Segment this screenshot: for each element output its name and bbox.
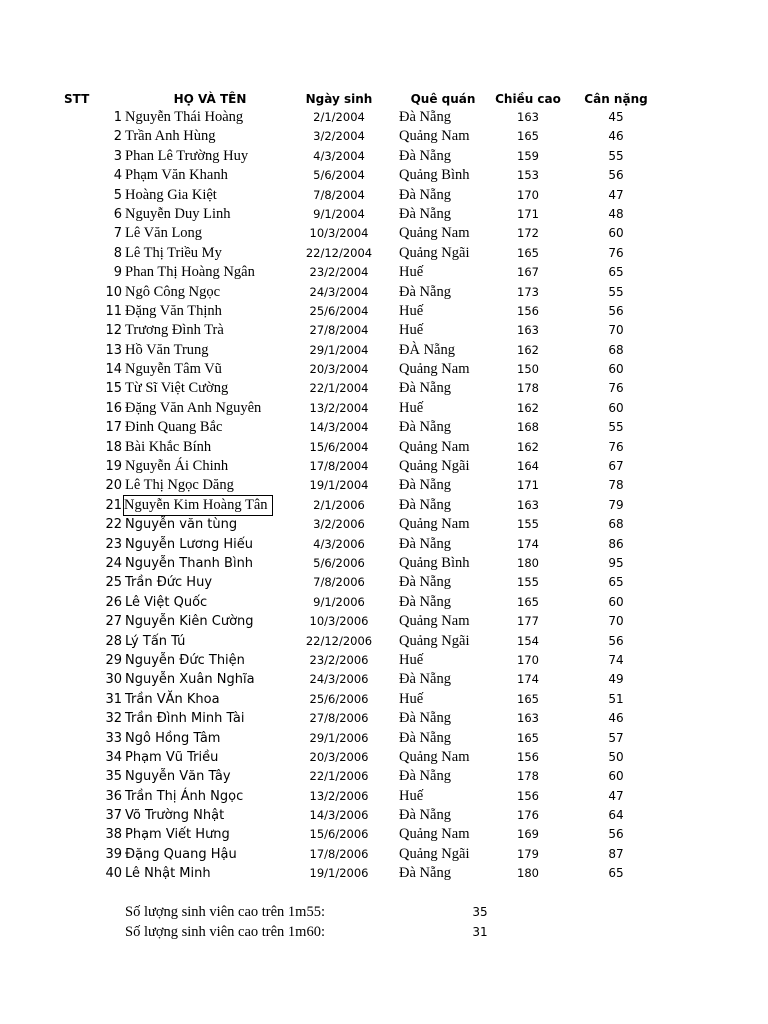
cell-weight[interactable]: 64	[608, 808, 624, 823]
summary-label: Số lượng sinh viên cao trên 1m55:	[125, 904, 325, 920]
cell-height[interactable]: 165	[517, 691, 539, 706]
cell-name[interactable]: Nguyễn Thái Hoàng	[125, 109, 244, 125]
cell-hometown[interactable]: Quảng Ngãi	[399, 632, 470, 649]
cell-weight[interactable]: 60	[608, 226, 624, 241]
cell-height[interactable]: 173	[517, 284, 539, 299]
cell-name[interactable]: Đặng Quang Hậu	[125, 846, 237, 862]
cell-name[interactable]: Võ Trường Nhật	[125, 808, 225, 824]
cell-hometown[interactable]: Đà Nẵng	[399, 535, 451, 552]
table-row	[0, 147, 768, 166]
cell-name[interactable]: Nguyễn Duy Linh	[125, 205, 231, 222]
cell-hometown[interactable]: Đà Nẵng	[399, 865, 451, 882]
cell-name[interactable]: Ngô Công Ngọc	[125, 283, 221, 300]
cell-name[interactable]: Nguyễn Văn Tây	[125, 769, 231, 785]
cell-dob[interactable]: 23/2/2006	[309, 652, 369, 667]
cell-stt[interactable]: 20	[105, 478, 122, 494]
cell-height[interactable]: 171	[517, 206, 539, 221]
table-row	[0, 263, 768, 282]
cell-weight[interactable]: 47	[608, 788, 624, 803]
cell-dob[interactable]: 13/2/2004	[309, 400, 369, 415]
cell-stt[interactable]: 5	[113, 187, 122, 203]
cell-weight[interactable]: 76	[608, 381, 624, 396]
cell-dob[interactable]: 3/2/2006	[313, 517, 365, 532]
cell-stt[interactable]: 22	[105, 517, 122, 533]
table-row	[0, 205, 768, 224]
cell-height[interactable]: 167	[517, 265, 539, 280]
cell-weight[interactable]: 68	[608, 517, 624, 532]
cell-weight[interactable]: 65	[608, 265, 624, 280]
cell-hometown[interactable]: Huế	[399, 690, 424, 707]
cell-stt[interactable]: 14	[105, 362, 122, 378]
summary-value: 35	[472, 905, 488, 919]
header-height[interactable]: Chiều cao	[495, 92, 561, 106]
cell-dob[interactable]: 17/8/2004	[309, 459, 369, 474]
cell-height[interactable]: 153	[517, 168, 539, 183]
cell-hometown[interactable]: Quảng Nam	[399, 128, 470, 145]
table-row	[0, 108, 768, 127]
cell-height[interactable]: 155	[517, 575, 539, 590]
table-row	[0, 767, 768, 786]
cell-dob[interactable]: 9/1/2004	[313, 206, 365, 221]
cell-dob[interactable]: 22/1/2004	[309, 381, 369, 396]
table-row	[0, 670, 768, 689]
cell-dob[interactable]: 14/3/2006	[309, 808, 369, 823]
table-row	[0, 399, 768, 418]
cell-dob[interactable]: 2/1/2004	[313, 110, 365, 124]
cell-stt[interactable]: 12	[105, 323, 122, 339]
cell-height[interactable]: 174	[517, 672, 539, 687]
cell-weight[interactable]: 56	[608, 168, 624, 183]
table-row	[0, 166, 768, 185]
cell-name[interactable]: Hoàng Gia Kiệt	[125, 186, 217, 203]
cell-hometown[interactable]: Quảng Nam	[399, 438, 470, 455]
cell-height[interactable]: 180	[517, 555, 539, 570]
cell-name[interactable]: Nguyễn Tâm Vũ	[125, 361, 222, 378]
cell-dob[interactable]: 10/3/2006	[309, 614, 369, 629]
cell-dob[interactable]: 19/1/2006	[309, 866, 369, 881]
cell-hometown[interactable]: Quảng Ngãi	[399, 458, 470, 475]
cell-stt[interactable]: 33	[105, 730, 122, 746]
cell-hometown[interactable]: Quảng Nam	[399, 516, 470, 533]
cell-weight[interactable]: 65	[608, 866, 624, 881]
cell-stt[interactable]: 26	[105, 594, 122, 610]
cell-dob[interactable]: 7/8/2006	[313, 575, 365, 590]
cell-dob[interactable]: 25/6/2004	[309, 303, 369, 318]
cell-weight[interactable]: 70	[608, 614, 624, 629]
cell-hometown[interactable]: Quảng Bình	[399, 167, 470, 184]
cell-height[interactable]: 165	[517, 730, 539, 745]
cell-stt[interactable]: 32	[105, 711, 122, 727]
cell-hometown[interactable]: Đà Nẵng	[399, 147, 451, 164]
table-row	[0, 186, 768, 205]
header-dob[interactable]: Ngày sinh	[305, 92, 373, 106]
cell-name[interactable]: Bài Khắc Bính	[125, 438, 212, 455]
table-row	[0, 302, 768, 321]
cell-name[interactable]: Lê Văn Long	[125, 225, 203, 242]
cell-hometown[interactable]: Huế	[399, 787, 424, 804]
cell-dob[interactable]: 5/6/2006	[313, 555, 365, 570]
cell-stt[interactable]: 10	[105, 284, 122, 300]
cell-hometown[interactable]: Quảng Nam	[399, 361, 470, 378]
table-row	[0, 593, 768, 612]
cell-weight[interactable]: 46	[608, 711, 624, 726]
cell-hometown[interactable]: Quảng Nam	[399, 225, 470, 242]
cell-name[interactable]: Lê Thị Ngọc Dăng	[125, 477, 234, 494]
cell-weight[interactable]: 50	[608, 749, 624, 764]
cell-dob[interactable]: 27/8/2006	[309, 711, 369, 726]
table-row	[0, 127, 768, 146]
cell-name[interactable]: Nguyễn văn tùng	[125, 517, 238, 533]
table-row	[0, 457, 768, 476]
cell-weight[interactable]: 78	[608, 478, 624, 493]
cell-stt[interactable]: 39	[105, 846, 122, 862]
cell-weight[interactable]: 68	[608, 342, 624, 357]
cell-stt[interactable]: 34	[105, 749, 122, 765]
cell-hometown[interactable]: Đà Nẵng	[399, 768, 451, 785]
cell-name[interactable]: Nguyễn Xuân Nghĩa	[125, 672, 255, 688]
table-row	[0, 360, 768, 379]
cell-name[interactable]: Trương Đình Trà	[125, 322, 224, 339]
cell-name[interactable]: Phạm Viết Hưng	[125, 827, 230, 843]
table-row	[0, 535, 768, 554]
cell-weight[interactable]: 45	[608, 110, 624, 124]
cell-name[interactable]: Đặng Văn Thịnh	[125, 302, 222, 319]
cell-dob[interactable]: 24/3/2006	[309, 672, 369, 687]
cell-name[interactable]: Nguyễn Kim Hoàng Tân	[124, 496, 272, 515]
cell-stt[interactable]: 21	[105, 497, 122, 513]
cell-hometown[interactable]: Đà Nẵng	[399, 380, 451, 397]
cell-name[interactable]: Trần VĂn Khoa	[125, 691, 220, 707]
table-row	[0, 224, 768, 243]
cell-dob[interactable]: 2/1/2006	[313, 497, 365, 512]
cell-weight[interactable]: 76	[608, 245, 624, 260]
table-row	[0, 845, 768, 864]
cell-dob[interactable]: 22/12/2004	[305, 245, 373, 260]
cell-weight[interactable]: 49	[608, 672, 624, 687]
table-row	[0, 690, 768, 709]
cell-height[interactable]: 164	[517, 459, 539, 474]
cell-height[interactable]: 180	[517, 866, 539, 881]
cell-dob[interactable]: 10/3/2004	[309, 226, 369, 241]
cell-dob[interactable]: 20/3/2006	[309, 749, 369, 764]
cell-weight[interactable]: 56	[608, 633, 624, 648]
cell-weight[interactable]: 48	[608, 206, 624, 221]
cell-name[interactable]: Nguyễn Đức Thiện	[125, 652, 245, 668]
cell-weight[interactable]: 74	[608, 652, 624, 667]
cell-hometown[interactable]: Huế	[399, 302, 424, 319]
cell-stt[interactable]: 6	[113, 206, 122, 222]
cell-stt[interactable]: 28	[105, 633, 122, 649]
cell-name[interactable]: Lê Thị Triều My	[125, 244, 222, 261]
cell-dob[interactable]: 15/6/2006	[309, 827, 369, 842]
cell-height[interactable]: 159	[517, 148, 539, 163]
table-row	[0, 632, 768, 651]
cell-stt[interactable]: 1	[113, 110, 122, 125]
cell-height[interactable]: 169	[517, 827, 539, 842]
cell-stt[interactable]: 16	[105, 400, 122, 416]
cell-weight[interactable]: 56	[608, 303, 624, 318]
table-row	[0, 438, 768, 457]
cell-stt[interactable]: 31	[105, 691, 122, 707]
table-row	[0, 341, 768, 360]
cell-stt[interactable]: 25	[105, 575, 122, 591]
header-hometown[interactable]: Quê quán	[410, 92, 476, 106]
cell-hometown[interactable]: Đà Nẵng	[399, 574, 451, 591]
cell-height[interactable]: 170	[517, 652, 539, 667]
table-row	[0, 379, 768, 398]
cell-hometown[interactable]: Quảng Bình	[399, 554, 470, 571]
cell-weight[interactable]: 70	[608, 323, 624, 338]
cell-height[interactable]: 156	[517, 788, 539, 803]
cell-hometown[interactable]: Quảng Nam	[399, 748, 470, 765]
summary-row-1[interactable]	[0, 902, 768, 922]
cell-name[interactable]: Đặng Văn Anh Nguyên	[125, 399, 262, 416]
cell-hometown[interactable]: Đà Nẵng	[399, 593, 451, 610]
header-name[interactable]: HỌ VÀ TÊN	[173, 92, 247, 106]
cell-name[interactable]: Lê Nhật Minh	[125, 866, 211, 882]
cell-dob[interactable]: 3/2/2004	[313, 129, 365, 144]
cell-height[interactable]: 162	[517, 400, 539, 415]
table-row	[0, 283, 768, 302]
cell-name[interactable]: Trần Đức Huy	[125, 575, 213, 591]
cell-hometown[interactable]: Đà Nẵng	[399, 671, 451, 688]
cell-weight[interactable]: 55	[608, 148, 624, 163]
cell-dob[interactable]: 25/6/2006	[309, 691, 369, 706]
cell-name[interactable]: Phan Thị Hoàng Ngân	[125, 264, 255, 281]
table-row	[0, 244, 768, 263]
table-row	[0, 496, 768, 515]
cell-stt[interactable]: 35	[105, 769, 122, 785]
cell-hometown[interactable]: Huế	[399, 399, 424, 416]
cell-stt[interactable]: 40	[105, 866, 122, 882]
cell-stt[interactable]: 7	[113, 226, 122, 242]
cell-name[interactable]: Trần Thị Ánh Ngọc	[125, 788, 244, 804]
cell-weight[interactable]: 60	[608, 400, 624, 415]
cell-stt[interactable]: 36	[105, 788, 122, 804]
cell-height[interactable]: 162	[517, 439, 539, 454]
cell-stt[interactable]: 19	[105, 459, 122, 475]
cell-height[interactable]: 154	[517, 633, 539, 648]
cell-name[interactable]: Lê Việt Quốc	[125, 594, 208, 610]
cell-stt[interactable]: 15	[105, 381, 122, 397]
table-row	[0, 554, 768, 573]
cell-hometown[interactable]: Đà Nẵng	[399, 710, 451, 727]
cell-hometown[interactable]: Đà Nẵng	[399, 496, 451, 513]
cell-height[interactable]: 170	[517, 187, 539, 202]
cell-name[interactable]: Phạm Vũ Triều	[125, 749, 219, 765]
cell-weight[interactable]: 95	[608, 555, 624, 570]
cell-height[interactable]: 163	[517, 110, 539, 124]
cell-name[interactable]: Đinh Quang Bắc	[125, 419, 223, 436]
cell-dob[interactable]: 29/1/2006	[309, 730, 369, 745]
table-row	[0, 806, 768, 825]
cell-hometown[interactable]: Quảng Nam	[399, 613, 470, 630]
cell-height[interactable]: 165	[517, 245, 539, 260]
cell-hometown[interactable]: Quảng Ngãi	[399, 244, 470, 261]
cell-stt[interactable]: 24	[105, 555, 122, 571]
cell-height[interactable]: 178	[517, 769, 539, 784]
table-row	[0, 573, 768, 592]
cell-hometown[interactable]: Quảng Ngãi	[399, 845, 470, 862]
cell-height[interactable]: 165	[517, 594, 539, 609]
cell-stt[interactable]: 23	[105, 536, 122, 552]
cell-hometown[interactable]: ĐÀ Nẵng	[399, 341, 455, 358]
cell-height[interactable]: 176	[517, 808, 539, 823]
cell-stt[interactable]: 27	[105, 614, 122, 630]
cell-stt[interactable]: 4	[113, 168, 122, 184]
summary-row-2[interactable]	[0, 922, 768, 942]
cell-height[interactable]: 171	[517, 478, 539, 493]
cell-name[interactable]: Trần Đình Minh Tài	[125, 711, 245, 727]
cell-height[interactable]: 156	[517, 749, 539, 764]
cell-stt[interactable]: 11	[105, 303, 122, 319]
cell-hometown[interactable]: Đà Nẵng	[399, 205, 451, 222]
cell-hometown[interactable]: Đà Nẵng	[399, 283, 451, 300]
table-row	[0, 651, 768, 670]
cell-height[interactable]: 163	[517, 711, 539, 726]
cell-stt[interactable]: 18	[105, 439, 122, 455]
cell-weight[interactable]: 56	[608, 827, 624, 842]
cell-name[interactable]: Phan Lê Trường Huy	[125, 147, 249, 164]
cell-dob[interactable]: 13/2/2006	[309, 788, 369, 803]
table-row	[0, 787, 768, 806]
cell-hometown[interactable]: Huế	[399, 264, 424, 281]
cell-weight[interactable]: 55	[608, 284, 624, 299]
cell-name[interactable]: Hồ Văn Trung	[125, 341, 209, 358]
table-row	[0, 476, 768, 495]
cell-name[interactable]: Lý Tấn Tú	[125, 633, 186, 649]
cell-dob[interactable]: 17/8/2006	[309, 846, 369, 861]
cell-weight[interactable]: 60	[608, 594, 624, 609]
cell-hometown[interactable]: Huế	[399, 322, 424, 339]
cell-weight[interactable]: 60	[608, 769, 624, 784]
cell-hometown[interactable]: Huế	[399, 651, 424, 668]
cell-stt[interactable]: 17	[105, 420, 122, 436]
cell-stt[interactable]: 37	[105, 808, 122, 824]
cell-dob[interactable]: 19/1/2004	[309, 478, 369, 493]
cell-dob[interactable]: 23/2/2004	[309, 265, 369, 280]
cell-weight[interactable]: 51	[608, 691, 624, 706]
cell-stt[interactable]: 8	[113, 245, 122, 261]
cell-stt[interactable]: 13	[105, 342, 122, 358]
cell-height[interactable]: 165	[517, 129, 539, 144]
cell-height[interactable]: 150	[517, 362, 539, 377]
cell-dob[interactable]: 27/8/2004	[309, 323, 369, 338]
cell-height[interactable]: 163	[517, 497, 539, 512]
cell-weight[interactable]: 55	[608, 420, 624, 435]
cell-height[interactable]: 155	[517, 517, 539, 532]
cell-dob[interactable]: 24/3/2004	[309, 284, 369, 299]
cell-weight[interactable]: 47	[608, 187, 624, 202]
cell-hometown[interactable]: Đà Nẵng	[399, 477, 451, 494]
cell-name[interactable]: Ngô Hồng Tâm	[125, 730, 221, 746]
cell-hometown[interactable]: Đà Nẵng	[399, 109, 451, 125]
cell-hometown[interactable]: Đà Nẵng	[399, 729, 451, 746]
cell-name[interactable]: Từ Sĩ Việt Cường	[125, 380, 229, 397]
cell-weight[interactable]: 60	[608, 362, 624, 377]
table-row	[0, 864, 768, 883]
cell-weight[interactable]: 65	[608, 575, 624, 590]
cell-dob[interactable]: 9/1/2006	[313, 594, 365, 609]
cell-hometown[interactable]: Đà Nẵng	[399, 419, 451, 436]
cell-dob[interactable]: 4/3/2004	[313, 148, 365, 163]
cell-height[interactable]: 177	[517, 614, 539, 629]
cell-height[interactable]: 178	[517, 381, 539, 396]
cell-weight[interactable]: 76	[608, 439, 624, 454]
summary-label: Số lượng sinh viên cao trên 1m60:	[125, 924, 325, 940]
cell-stt[interactable]: 9	[113, 265, 122, 281]
cell-stt[interactable]: 3	[113, 148, 122, 164]
table-row	[0, 748, 768, 767]
cell-stt[interactable]: 30	[105, 672, 122, 688]
cell-hometown[interactable]: Quảng Nam	[399, 826, 470, 843]
cell-height[interactable]: 156	[517, 303, 539, 318]
table-row	[0, 612, 768, 631]
cell-weight[interactable]: 79	[608, 497, 624, 512]
cell-name[interactable]: Trần Anh Hùng	[125, 128, 216, 145]
cell-dob[interactable]: 14/3/2004	[309, 420, 369, 435]
cell-weight[interactable]: 67	[608, 459, 624, 474]
cell-name[interactable]: Phạm Văn Khanh	[125, 167, 228, 184]
cell-hometown[interactable]: Đà Nẵng	[399, 186, 451, 203]
table-row	[0, 709, 768, 728]
cell-dob[interactable]: 15/6/2004	[309, 439, 369, 454]
cell-weight[interactable]: 46	[608, 129, 624, 144]
cell-weight[interactable]: 86	[608, 536, 624, 551]
table-row	[0, 418, 768, 437]
table-row	[0, 729, 768, 748]
cell-height[interactable]: 168	[517, 420, 539, 435]
cell-dob[interactable]: 4/3/2006	[313, 536, 365, 551]
cell-dob[interactable]: 20/3/2004	[309, 362, 369, 377]
cell-dob[interactable]: 7/8/2004	[313, 187, 365, 202]
cell-stt[interactable]: 2	[113, 129, 122, 145]
summary-value: 31	[472, 925, 488, 939]
cell-dob[interactable]: 5/6/2004	[313, 168, 365, 183]
cell-name[interactable]: Nguyễn Ái Chinh	[125, 458, 229, 475]
data-table	[0, 108, 768, 884]
cell-stt[interactable]: 38	[105, 827, 122, 843]
cell-stt[interactable]: 29	[105, 652, 122, 668]
cell-height[interactable]: 174	[517, 536, 539, 551]
cell-weight[interactable]: 87	[608, 846, 624, 861]
table-row	[0, 825, 768, 844]
header-weight[interactable]: Cân nặng	[584, 92, 648, 106]
cell-height[interactable]: 162	[517, 342, 539, 357]
cell-dob[interactable]: 29/1/2004	[309, 342, 369, 357]
cell-name[interactable]: Nguyễn Kiên Cường	[125, 614, 254, 630]
cell-dob[interactable]: 22/12/2006	[305, 633, 373, 648]
cell-height[interactable]: 172	[517, 226, 539, 241]
cell-height[interactable]: 163	[517, 323, 539, 338]
cell-weight[interactable]: 57	[608, 730, 624, 745]
table-row	[0, 321, 768, 340]
cell-name[interactable]: Nguyễn Lương Hiếu	[125, 536, 253, 552]
cell-height[interactable]: 179	[517, 846, 539, 861]
cell-name[interactable]: Nguyễn Thanh Bình	[125, 555, 254, 571]
header-stt[interactable]: STT	[64, 92, 90, 106]
cell-dob[interactable]: 22/1/2006	[309, 769, 369, 784]
table-row	[0, 515, 768, 534]
cell-hometown[interactable]: Đà Nẵng	[399, 807, 451, 824]
